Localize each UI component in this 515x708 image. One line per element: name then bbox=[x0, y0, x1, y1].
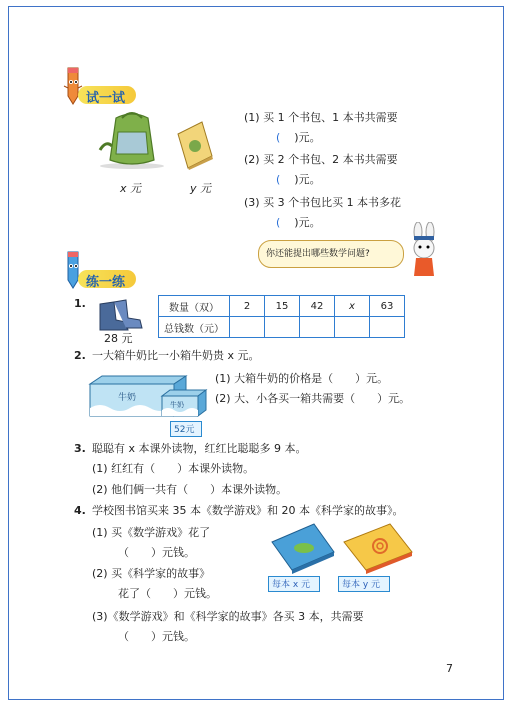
p3-q2: (2) 他们俩一共有（ ）本课外读物。 bbox=[92, 483, 288, 496]
p2-text: 一大箱牛奶比一小箱牛奶贵 x 元。 bbox=[92, 349, 260, 362]
p3-number: 3. bbox=[74, 442, 86, 455]
book2-caption: 每本 y 元 bbox=[342, 580, 381, 590]
table-cell bbox=[300, 317, 335, 338]
book-price-label: y 元 bbox=[190, 182, 212, 195]
price-table bbox=[158, 295, 405, 338]
table-cell: 42 bbox=[300, 296, 335, 317]
try-q1-line2: ( )元。 bbox=[276, 131, 321, 144]
shoe-price: 28 元 bbox=[104, 332, 133, 345]
p3-q1: (1) 红红有（ ）本课外读物。 bbox=[92, 462, 255, 475]
try-q2-line1: (2) 买 2 个书包、2 本书共需要 bbox=[244, 153, 398, 166]
p4-number: 4. bbox=[74, 504, 86, 517]
p4-q1-line1: (1) 买《数学游戏》花了 bbox=[92, 526, 211, 539]
try-q3-line1: (3) 买 3 个书包比买 1 本书多花 bbox=[244, 196, 402, 209]
p2-q2: (2) 大、小各买一箱共需要（ ）元。 bbox=[215, 392, 411, 405]
table-cell: 15 bbox=[265, 296, 300, 317]
table-cell: 总钱数（元） bbox=[159, 317, 230, 338]
rabbit-mascot-icon bbox=[404, 222, 444, 278]
book1-caption: 每本 x 元 bbox=[272, 580, 311, 590]
page-number: 7 bbox=[446, 662, 453, 675]
p4-q2-line2: 花了（ ）元钱。 bbox=[118, 587, 217, 600]
table-cell bbox=[370, 317, 405, 338]
p4-q1-line2: （ ）元钱。 bbox=[118, 546, 195, 559]
p1-number: 1. bbox=[74, 297, 86, 310]
shoes-icon bbox=[96, 298, 144, 332]
p3-text: 聪聪有 x 本课外读物，红红比聪聪多 9 本。 bbox=[92, 442, 307, 455]
p4-q2-line1: (2) 买《科学家的故事》 bbox=[92, 567, 211, 580]
table-row bbox=[159, 317, 405, 338]
table-cell: x bbox=[335, 296, 370, 317]
try-title: 试一试 bbox=[86, 91, 126, 106]
p4-text: 学校图书馆买来 35 本《数学游戏》和 20 本《科学家的故事》。 bbox=[92, 504, 404, 517]
try-q1-line1: (1) 买 1 个书包、1 本书共需要 bbox=[244, 111, 398, 124]
speech-bubble-text: 你还能提出哪些数学问题? bbox=[266, 249, 370, 259]
p4-q3-line2: （ ）元钱。 bbox=[118, 630, 195, 643]
try-q2-line2: ( )元。 bbox=[276, 173, 321, 186]
table-cell: 63 bbox=[370, 296, 405, 317]
try-q3-line2: ( )元。 bbox=[276, 216, 321, 229]
big-box-label: 牛奶 bbox=[118, 393, 137, 403]
math-game-book-icon bbox=[268, 522, 338, 574]
book-icon bbox=[172, 120, 216, 170]
table-row bbox=[159, 296, 405, 317]
p2-number: 2. bbox=[74, 349, 86, 362]
small-milk-box-icon bbox=[160, 388, 208, 418]
try-header bbox=[60, 66, 150, 108]
practice-header bbox=[60, 250, 150, 292]
practice-title: 练一练 bbox=[86, 275, 126, 290]
table-cell: 2 bbox=[230, 296, 265, 317]
small-box-label: 牛奶 bbox=[170, 401, 184, 409]
p4-q3-line1: (3)《数学游戏》和《科学家的故事》各买 3 本，共需要 bbox=[92, 610, 364, 623]
backpack-icon bbox=[96, 110, 168, 170]
table-cell bbox=[230, 317, 265, 338]
backpack-price-label: x 元 bbox=[120, 182, 142, 195]
table-cell: 数量（双） bbox=[159, 296, 230, 317]
table-cell bbox=[335, 317, 370, 338]
small-price-text: 52元 bbox=[174, 425, 195, 435]
table-cell bbox=[265, 317, 300, 338]
scientist-story-book-icon bbox=[340, 522, 416, 574]
p2-q1: (1) 大箱牛奶的价格是（ ）元。 bbox=[215, 372, 389, 385]
